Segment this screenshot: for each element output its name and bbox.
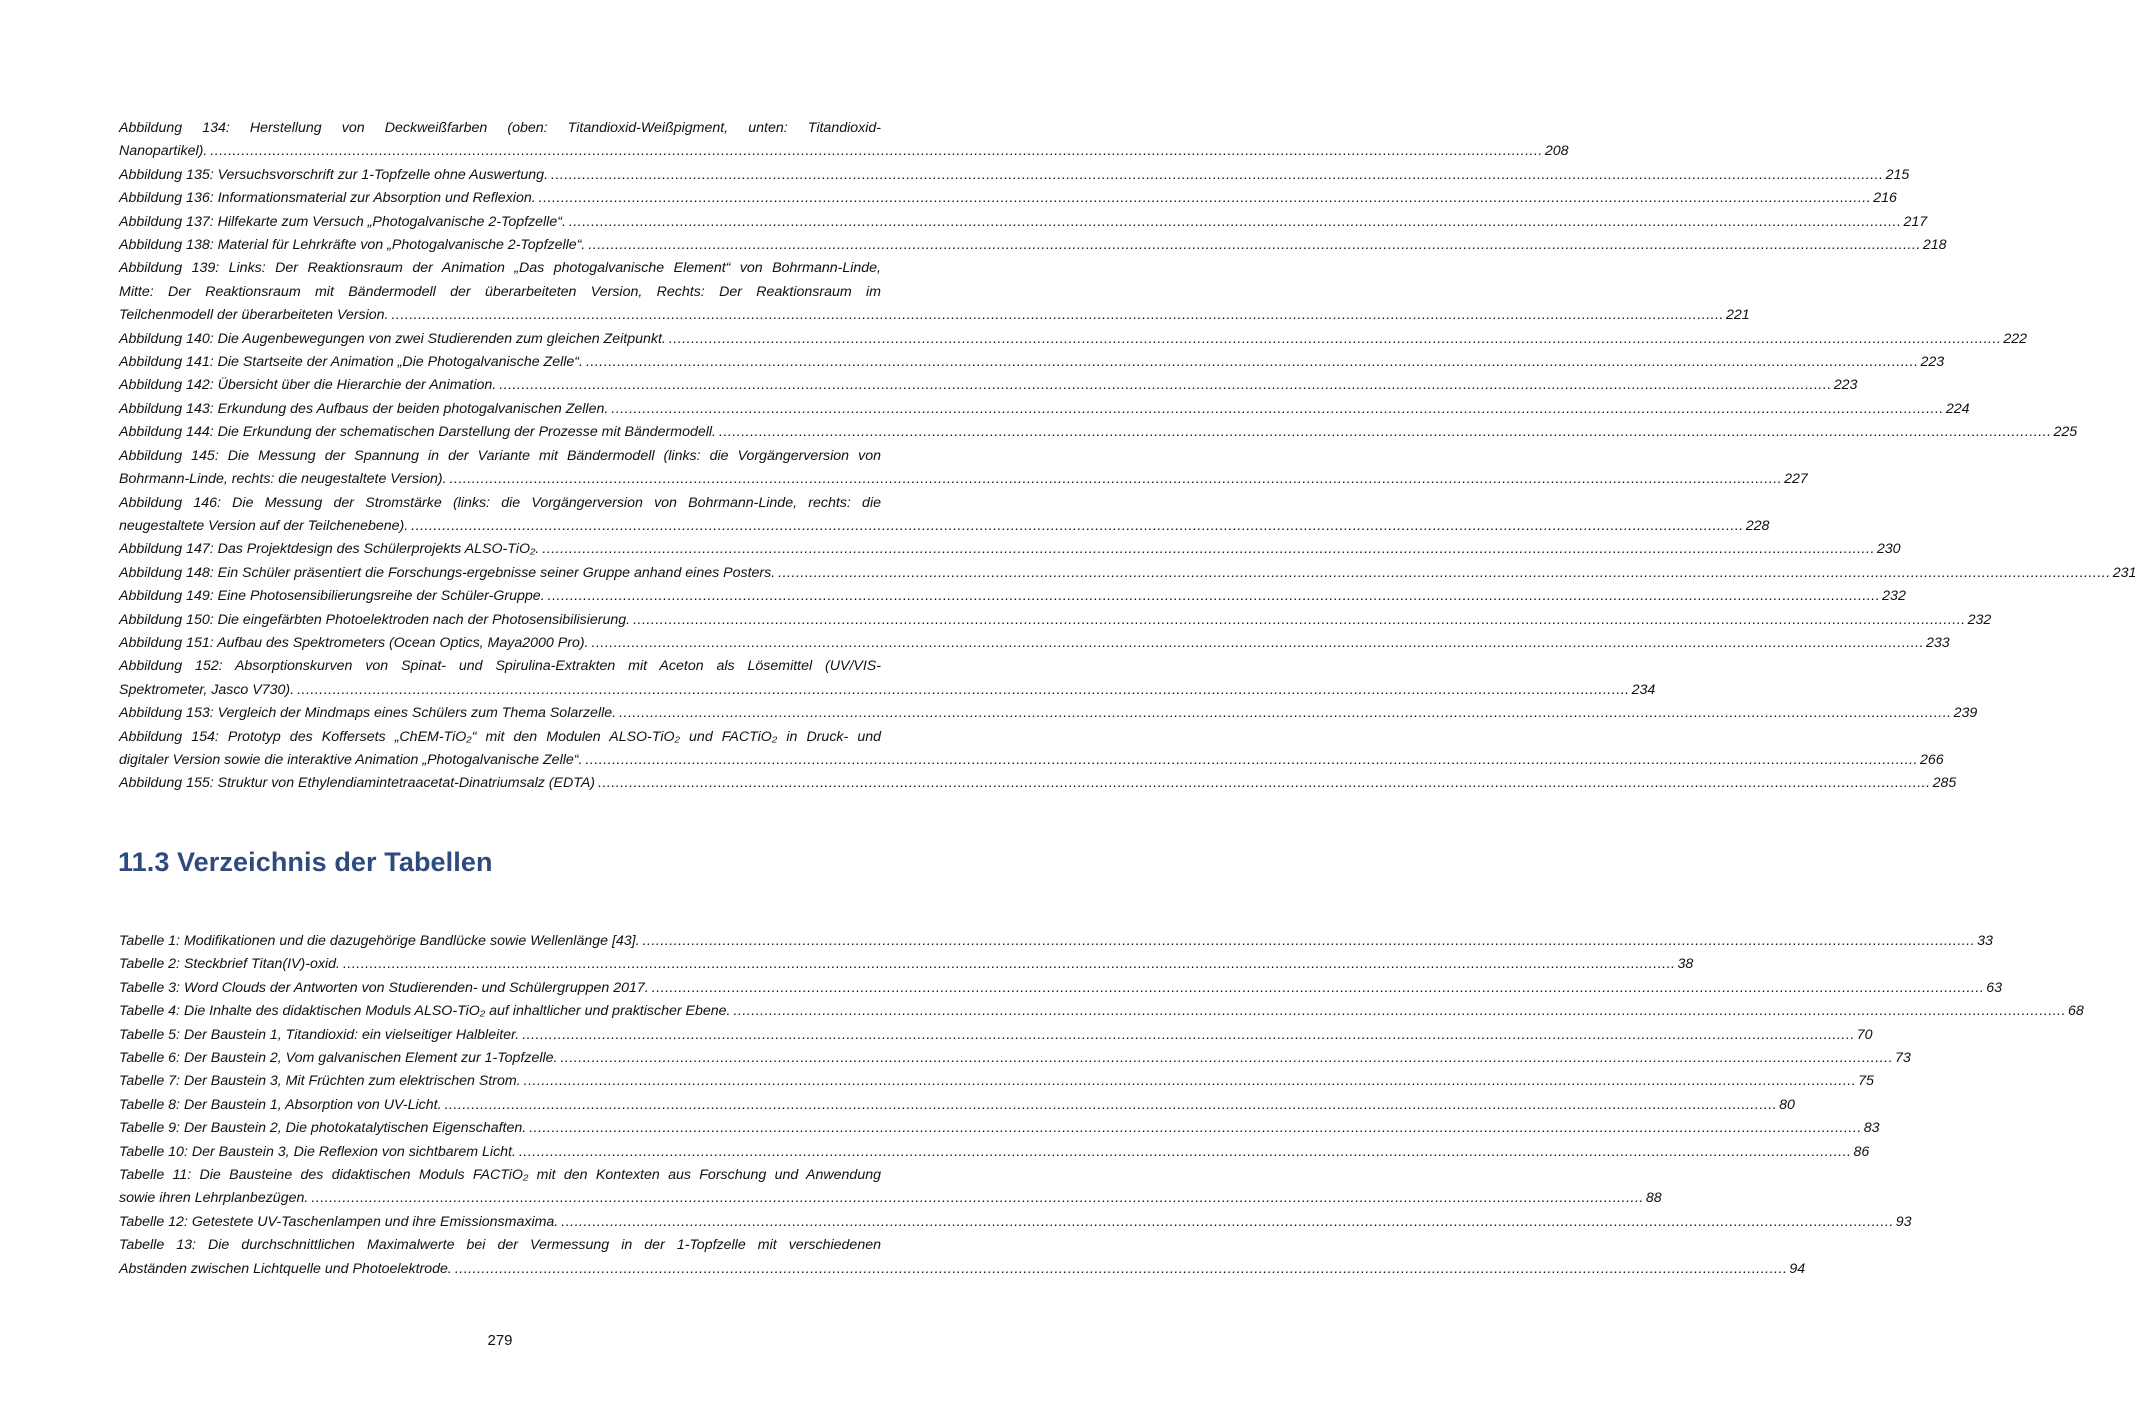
entry-title: Abbildung 135: Versuchsvorschrift zur 1-Topfzelle ohne Auswertung. xyxy=(119,166,549,183)
figure-entry[interactable] xyxy=(119,702,1978,725)
entry-page-number: 208 xyxy=(1544,143,1569,160)
entry-title: Tabelle 2: Steckbrief Titan(IV)-oxid. xyxy=(119,956,340,973)
table-entry[interactable] xyxy=(119,1070,1874,1093)
entry-page-number: 221 xyxy=(1726,307,1750,324)
entry-page-number: 217 xyxy=(1903,213,1928,230)
figure-entry[interactable] xyxy=(119,585,1906,608)
figure-entry[interactable] xyxy=(119,772,1957,795)
entry-page-number: 223 xyxy=(1920,354,1945,371)
entry-page-number: 216 xyxy=(1873,190,1897,207)
figure-entry[interactable] xyxy=(119,234,1947,257)
dot-leader: ............................................................................................................................................................................................................................................................................................................ xyxy=(538,190,1872,207)
dot-leader: ............................................................................................................................................................................................................................................................................................................ xyxy=(449,471,1783,488)
entry-title: Tabelle 9: Der Baustein 2, Die photokatalytischen Eigenschaften. xyxy=(119,1120,527,1137)
table-entry[interactable] xyxy=(119,1234,1806,1281)
entry-title: Tabelle 3: Word Clouds der Antworten von Studierenden- und Schülergruppen 2017. xyxy=(119,979,649,996)
dot-leader: ............................................................................................................................................................................................................................................................................................................ xyxy=(588,237,1921,254)
dot-leader: ............................................................................................................................................................................................................................................................................................................ xyxy=(719,424,2052,441)
dot-leader: ............................................................................................................................................................................................................................................................................................................ xyxy=(210,143,1543,160)
table-entry[interactable] xyxy=(119,1047,1911,1070)
section-heading: 11.3 Verzeichnis der Tabellen xyxy=(118,847,493,877)
entry-page-number: 88 xyxy=(1645,1190,1662,1207)
entry-title: digitaler Version sowie die interaktive Animation „Photogalvanische Zelle“. xyxy=(119,751,583,768)
entry-page-number: 232 xyxy=(1882,588,1906,605)
entry-title: Abbildung 147: Das Projektdesign des Schülerprojekts ALSO-TiO₂. xyxy=(119,541,540,558)
table-entry[interactable] xyxy=(119,1141,1870,1164)
entry-line: Abbildung 154: Prototyp des Koffersets „ChEM-TiO₂“ mit den Modulen ALSO-TiO₂ und FACTiO₂ in Druck- und xyxy=(119,728,881,745)
entry-page-number: 68 xyxy=(2068,1003,2084,1020)
entry-title: Tabelle 7: Der Baustein 3, Mit Früchten zum elektrischen Strom. xyxy=(119,1073,521,1090)
entry-page-number: 38 xyxy=(1677,956,1694,973)
entry-title: Abbildung 140: Die Augenbewegungen von zwei Studierenden zum gleichen Zeitpunkt. xyxy=(119,330,666,347)
table-entry[interactable] xyxy=(119,1094,1795,1117)
entry-title: Abbildung 141: Die Startseite der Animation „Die Photogalvanische Zelle“. xyxy=(119,354,583,371)
dot-leader: ............................................................................................................................................................................................................................................................................................................ xyxy=(342,956,1676,973)
entry-page-number: 233 xyxy=(1926,634,1950,651)
entry-page-number: 239 xyxy=(1953,705,1978,722)
entry-page-number: 222 xyxy=(2003,330,2028,347)
dot-leader: ............................................................................................................................................................................................................................................................................................................ xyxy=(668,330,2002,347)
figure-entry[interactable] xyxy=(119,117,1569,164)
entry-line: Abbildung 134: Herstellung von Deckweißfarben (oben: Titandioxid-Weißpigment, unten: Titandioxid- xyxy=(119,120,881,136)
entry-title: Tabelle 12: Getestete UV-Taschenlampen und ihre Emissionsmaxima. xyxy=(119,1213,559,1230)
entry-title: Abbildung 142: Übersicht über die Hierarchie der Animation. xyxy=(119,377,497,394)
figure-entry[interactable] xyxy=(119,421,2078,444)
entry-page-number: 75 xyxy=(1858,1073,1874,1090)
dot-leader: ............................................................................................................................................................................................................................................................................................................ xyxy=(560,1050,1894,1067)
entry-title: Tabelle 4: Die Inhalte des didaktischen Moduls ALSO-TiO₂ auf inhaltlicher und praktischer Ebene. xyxy=(119,1003,731,1020)
dot-leader: ............................................................................................................................................................................................................................................................................................................ xyxy=(651,979,1985,996)
figure-entry[interactable] xyxy=(119,374,1858,397)
entry-title: Abbildung 143: Erkundung des Aufbaus der beiden photogalvanischen Zellen. xyxy=(119,400,609,417)
entry-page-number: 80 xyxy=(1779,1096,1795,1113)
figure-entry[interactable] xyxy=(119,328,2028,351)
table-entry[interactable] xyxy=(119,1211,1912,1234)
entry-page-number: 234 xyxy=(1631,681,1656,698)
table-entry[interactable] xyxy=(119,977,2003,1000)
entry-title: sowie ihren Lehrplanbezügen. xyxy=(119,1190,309,1207)
entry-title: Abständen zwischen Lichtquelle und Photoelektrode. xyxy=(119,1260,452,1277)
table-list xyxy=(119,930,2084,1281)
figure-entry[interactable] xyxy=(119,187,1897,210)
entry-title: Abbildung 153: Vergleich der Mindmaps eines Schülers zum Thema Solarzelle. xyxy=(119,705,617,722)
entry-title: Abbildung 151: Aufbau des Spektrometers (Ocean Optics, Maya2000 Pro). xyxy=(119,634,589,651)
figure-entry[interactable] xyxy=(119,609,1992,632)
dot-leader: ............................................................................................................................................................................................................................................................................................................ xyxy=(411,517,1744,534)
figure-entry[interactable] xyxy=(119,211,1928,234)
figure-entry[interactable] xyxy=(119,351,1945,374)
table-entry[interactable] xyxy=(119,953,1694,976)
entry-page-number: 73 xyxy=(1895,1050,1911,1067)
entry-page-number: 223 xyxy=(1833,377,1858,394)
figure-entry[interactable] xyxy=(119,164,1910,187)
dot-leader: ............................................................................................................................................................................................................................................................................................................ xyxy=(619,705,1952,722)
entry-page-number: 231 xyxy=(2112,564,2136,581)
entry-title: Abbildung 148: Ein Schüler präsentiert die Forschungs-ergebnisse seiner Gruppe anhand eines Posters. xyxy=(119,564,776,581)
figure-entry[interactable] xyxy=(119,655,1656,702)
dot-leader: ............................................................................................................................................................................................................................................................................................................ xyxy=(523,1073,1857,1090)
entry-line: Abbildung 152: Absorptionskurven von Spinat- und Spirulina-Extrakten mit Aceton als Lösemittel (UV/VIS- xyxy=(119,658,881,675)
entry-title: Tabelle 10: Der Baustein 3, Die Reflexion von sichtbarem Licht. xyxy=(119,1143,516,1160)
entry-line: Abbildung 146: Die Messung der Stromstärke (links: die Vorgängerversion von Bohrmann-Linde, rechts: die xyxy=(119,494,881,511)
entry-page-number: 86 xyxy=(1853,1143,1870,1160)
figure-entry[interactable] xyxy=(119,726,1944,773)
figure-entry[interactable] xyxy=(119,492,1770,539)
entry-title: Teilchenmodell der überarbeiteten Version. xyxy=(119,307,389,324)
entry-page-number: 215 xyxy=(1885,166,1910,183)
entry-title: Nanopartikel). xyxy=(119,143,208,160)
dot-leader: ............................................................................................................................................................................................................................................................................................................ xyxy=(598,775,1931,792)
figure-entry[interactable] xyxy=(119,562,2136,585)
figure-entry[interactable] xyxy=(119,632,1950,655)
figure-entry[interactable] xyxy=(119,398,1970,421)
entry-page-number: 224 xyxy=(1945,400,1970,417)
entry-line: Mitte: Der Reaktionsraum mit Bändermodell der überarbeiteten Version, Rechts: Der Reaktionsraum im xyxy=(119,283,881,300)
table-entry[interactable] xyxy=(119,1117,1880,1140)
dot-leader: ............................................................................................................................................................................................................................................................................................................ xyxy=(561,1213,1894,1230)
entry-page-number: 227 xyxy=(1784,471,1808,488)
entry-title: Abbildung 155: Struktur von Ethylendiamintetraacetat-Dinatriumsalz (EDTA) xyxy=(119,775,596,792)
entry-page-number: 83 xyxy=(1863,1120,1880,1137)
entry-title: Tabelle 5: Der Baustein 1, Titandioxid: ein vielseitiger Halbleiter. xyxy=(119,1026,520,1043)
table-entry[interactable] xyxy=(119,1000,2084,1023)
entry-page-number: 94 xyxy=(1789,1260,1806,1277)
page-number: 279 xyxy=(487,1332,513,1349)
dot-leader: ............................................................................................................................................................................................................................................................................................................ xyxy=(547,588,1881,605)
dot-leader: ............................................................................................................................................................................................................................................................................................................ xyxy=(454,1260,1788,1277)
dot-leader: ............................................................................................................................................................................................................................................................................................................ xyxy=(642,933,1976,949)
dot-leader: ............................................................................................................................................................................................................................................................................................................ xyxy=(568,213,1902,230)
table-entry[interactable] xyxy=(119,930,1993,953)
dot-leader: ............................................................................................................................................................................................................................................................................................................ xyxy=(499,377,1832,394)
figure-entry[interactable] xyxy=(119,445,1808,492)
dot-leader: ............................................................................................................................................................................................................................................................................................................ xyxy=(591,634,1925,651)
figure-list xyxy=(119,117,2136,796)
dot-leader: ............................................................................................................................................................................................................................................................................................................ xyxy=(585,751,1918,768)
entry-title: Tabelle 6: Der Baustein 2, Vom galvanischen Element zur 1-Topfzelle. xyxy=(119,1050,558,1067)
dot-leader: ............................................................................................................................................................................................................................................................................................................ xyxy=(551,166,1884,183)
entry-line: Abbildung 145: Die Messung der Spannung in der Variante mit Bändermodell (links: die Vorgängerversion von xyxy=(119,447,881,464)
entry-title: Abbildung 144: Die Erkundung der schematischen Darstellung der Prozesse mit Bändermodell. xyxy=(119,424,716,441)
entry-page-number: 285 xyxy=(1932,775,1957,792)
entry-title: Abbildung 150: Die eingefärbten Photoelektroden nach der Photosensibilisierung. xyxy=(119,611,631,628)
entry-title: Spektrometer, Jasco V730). xyxy=(119,681,295,698)
dot-leader: ............................................................................................................................................................................................................................................................................................................ xyxy=(585,354,1919,371)
dot-leader: ............................................................................................................................................................................................................................................................................................................ xyxy=(297,681,1630,698)
entry-line: Tabelle 13: Die durchschnittlichen Maximalwerte bei der Vermessung in der 1-Topfzelle mit verschiedenen xyxy=(119,1237,881,1254)
entry-page-number: 218 xyxy=(1922,237,1947,254)
entry-title: neugestaltete Version auf der Teilchenebene). xyxy=(119,517,409,534)
dot-leader: ............................................................................................................................................................................................................................................................................................................ xyxy=(529,1120,1862,1137)
entry-page-number: 33 xyxy=(1977,933,1993,949)
entry-page-number: 232 xyxy=(1967,611,1992,628)
figure-entry[interactable] xyxy=(119,257,1750,327)
figure-entry[interactable] xyxy=(119,538,1901,561)
table-entry[interactable] xyxy=(119,1024,1873,1047)
table-entry[interactable] xyxy=(119,1164,1662,1211)
entry-title: Abbildung 149: Eine Photosensibilierungsreihe der Schüler-Gruppe. xyxy=(119,588,545,605)
entry-title: Tabelle 1: Modifikationen und die dazugehörige Bandlücke sowie Wellenlänge [43]. xyxy=(119,933,640,949)
entry-page-number: 225 xyxy=(2053,424,2078,441)
entry-title: Bohrmann-Linde, rechts: die neugestaltete Version). xyxy=(119,471,447,488)
dot-leader: ............................................................................................................................................................................................................................................................................................................ xyxy=(311,1190,1644,1207)
entry-title: Abbildung 138: Material für Lehrkräfte von „Photogalvanische 2-Topfzelle“. xyxy=(119,237,586,254)
entry-page-number: 70 xyxy=(1856,1026,1873,1043)
entry-line: Abbildung 139: Links: Der Reaktionsraum der Animation „Das photogalvanische Element“ von Bohrmann-Linde, xyxy=(119,260,881,277)
dot-leader: ............................................................................................................................................................................................................................................................................................................ xyxy=(522,1026,1855,1043)
entry-page-number: 63 xyxy=(1986,979,2003,996)
dot-leader: ............................................................................................................................................................................................................................................................................................................ xyxy=(611,400,1944,417)
dot-leader: ............................................................................................................................................................................................................................................................................................................ xyxy=(518,1143,1852,1160)
entry-page-number: 228 xyxy=(1745,517,1770,534)
dot-leader: ............................................................................................................................................................................................................................................................................................................ xyxy=(444,1096,1778,1113)
dot-leader: ............................................................................................................................................................................................................................................................................................................ xyxy=(733,1003,2067,1020)
dot-leader: ............................................................................................................................................................................................................................................................................................................ xyxy=(633,611,1966,628)
entry-page-number: 230 xyxy=(1876,541,1901,558)
entry-page-number: 266 xyxy=(1919,751,1944,768)
entry-title: Abbildung 137: Hilfekarte zum Versuch „Photogalvanische 2-Topfzelle“. xyxy=(119,213,566,230)
dot-leader: ............................................................................................................................................................................................................................................................................................................ xyxy=(542,541,1875,558)
dot-leader: ............................................................................................................................................................................................................................................................................................................ xyxy=(778,564,2111,581)
entry-line: Tabelle 11: Die Bausteine des didaktischen Moduls FACTiO₂ mit den Kontexten aus Forschung und Anwendung xyxy=(119,1167,881,1184)
entry-page-number: 93 xyxy=(1895,1213,1912,1230)
entry-title: Abbildung 136: Informationsmaterial zur Absorption und Reflexion. xyxy=(119,190,536,207)
entry-title: Tabelle 8: Der Baustein 1, Absorption von UV-Licht. xyxy=(119,1096,442,1113)
dot-leader: ............................................................................................................................................................................................................................................................................................................ xyxy=(391,307,1724,324)
